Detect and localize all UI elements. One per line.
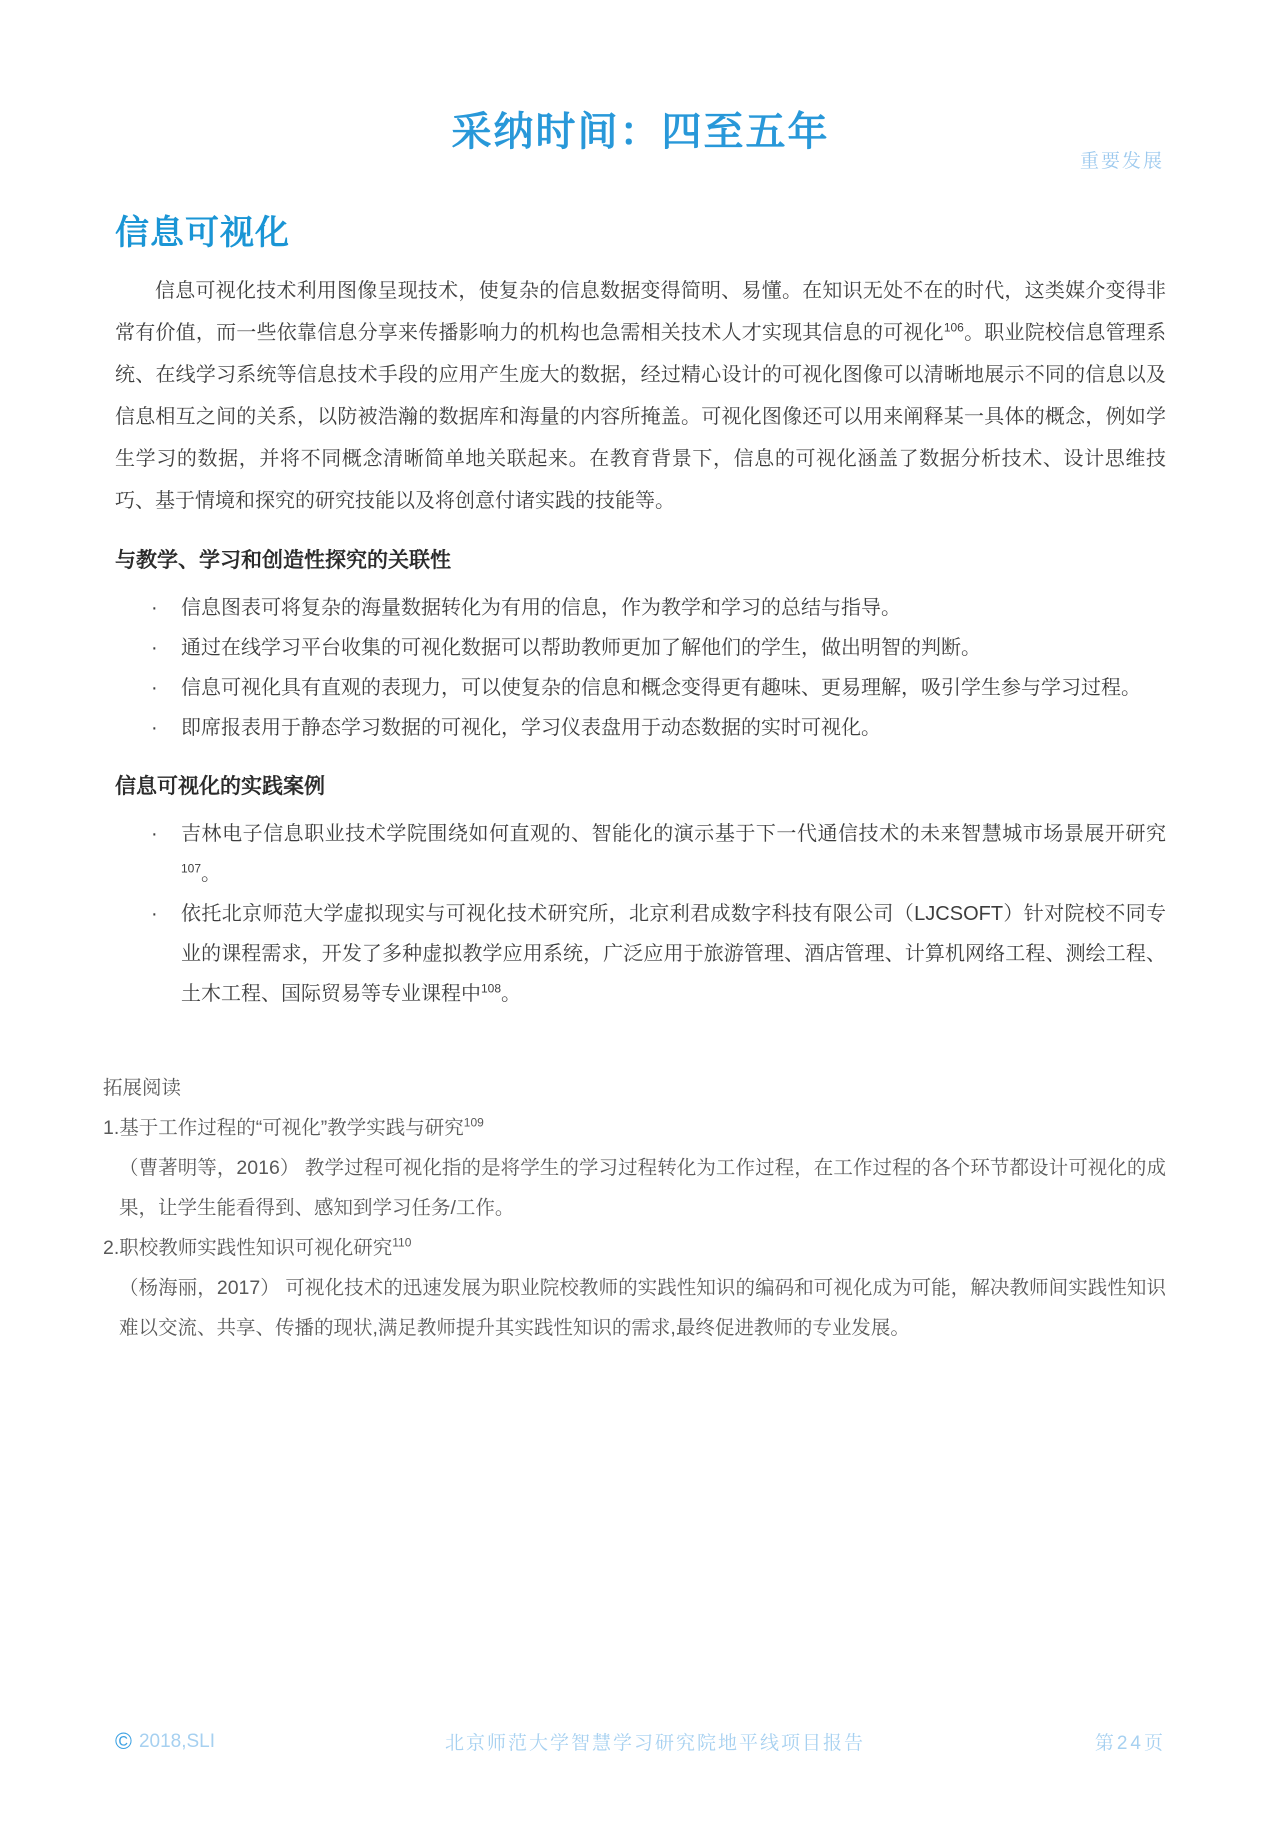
reading-title-text: 1.基于工作过程的“可视化”教学实践与研究: [103, 1116, 464, 1139]
list-item: [115, 894, 1166, 1014]
intro-paragraph: [115, 270, 1166, 522]
footnote-ref-109: 109: [463, 1115, 484, 1130]
further-reading-section: [103, 1068, 1166, 1348]
footer-report-title: 北京师范大学智慧学习研究院地平线项目报告: [444, 1733, 865, 1754]
further-reading-heading: 拓展阅读: [103, 1076, 182, 1099]
bullet-text: 信息可视化具有直观的表现力，可以使复杂的信息和概念变得更有趣味、更易理解，吸引学生参与学习过程。: [181, 676, 1141, 699]
reading-item-body: （杨海丽，2017） 可视化技术的迅速发展为职业院校教师的实践性知识的编码和可视化成为可能，解决教师间实践性知识难以交流、共享、传播的现状,满足教师提升其实践性知识的需求,最终促进教师的专业发展。: [119, 1276, 1166, 1339]
reading-item-title: [103, 1228, 1166, 1268]
bullet-text-post: 。: [201, 862, 222, 885]
footnote-ref-110: 110: [392, 1235, 412, 1250]
copyright-text: 2018,SLI: [138, 1730, 216, 1752]
bullet-marker: ·: [151, 716, 158, 739]
reading-title-text: 2.职校教师实践性知识可视化研究: [103, 1236, 393, 1259]
practice-bullet-list: [115, 814, 1166, 1014]
bullet-marker: ·: [151, 676, 158, 699]
relevance-bullet-list: [115, 588, 1166, 748]
footnote-ref-107: 107: [181, 860, 202, 875]
section-heading: 信息可视化: [115, 214, 290, 252]
bullet-marker: ·: [151, 902, 158, 925]
intro-text-pre: 信息可视化技术利用图像呈现技术，使复杂的信息数据变得简明、易懂。在知识无处不在的时代，这类媒介变得非常有价值，而一些依靠信息分享来传播影响力的机构也急需相关技术人才实现其信息的可视化: [115, 279, 1166, 344]
intro-text-post: 。职业院校信息管理系统、在线学习系统等信息技术手段的应用产生庞大的数据，经过精心设计的可视化图像可以清晰地展示不同的信息以及信息相互之间的关系，以防被浩瀚的数据库和海量的内容所掩盖。可视化图像还可以用来阐释某一具体的概念，例如学生学习的数据，并将不同概念清晰简单地关联起来。在教育背景下，信息的可视化涵盖了数据分析技术、设计思维技巧、基于情境和探究的研究技能以及将创意付诸实践的技能等。: [115, 321, 1167, 512]
relevance-heading: 与教学、学习和创造性探究的关联性: [115, 548, 451, 572]
report-page: [0, 108, 1276, 1826]
corner-label: 重要发展: [1079, 151, 1164, 172]
reading-item: [103, 1228, 1166, 1348]
bullet-text: 信息图表可将复杂的海量数据转化为有用的信息，作为教学和学习的总结与指导。: [181, 596, 901, 619]
bullet-marker: ·: [151, 822, 158, 845]
reading-item-title: [103, 1108, 1166, 1148]
copyright-icon: ©: [115, 1728, 132, 1754]
footer-page-number: 第24页: [1094, 1733, 1166, 1754]
reading-item-body: （曹著明等，2016） 教学过程可视化指的是将学生的学习过程转化为工作过程，在工作过程的各个环节都设计可视化的成果，让学生能看得到、感知到学习任务/工作。: [119, 1156, 1166, 1219]
bullet-marker: ·: [151, 636, 158, 659]
footer-copyright: [115, 1730, 215, 1753]
page-footer: [115, 1728, 1166, 1755]
list-item: [115, 668, 1166, 708]
bullet-text: 即席报表用于静态学习数据的可视化，学习仪表盘用于动态数据的实时可视化。: [181, 716, 881, 739]
practice-heading: 信息可视化的实践案例: [115, 774, 325, 798]
list-item: [115, 588, 1166, 628]
list-item: [115, 628, 1166, 668]
bullet-marker: ·: [151, 596, 158, 619]
bullet-text: 通过在线学习平台收集的可视化数据可以帮助教师更加了解他们的学生，做出明智的判断。: [181, 636, 981, 659]
footnote-ref-106: 106: [943, 319, 964, 334]
bullet-text: 依托北京师范大学虚拟现实与可视化技术研究所，北京利君成数字科技有限公司（LJCSOFT）针对院校不同专业的课程需求，开发了多种虚拟教学应用系统，广泛应用于旅游管理、酒店管理、计算机网络工程、测绘工程、土木工程、国际贸易等专业课程中: [181, 902, 1166, 1005]
list-item: [115, 814, 1166, 894]
page-content: [0, 108, 1276, 1348]
list-item: [115, 708, 1166, 748]
footnote-ref-108: 108: [481, 980, 502, 995]
bullet-text: 吉林电子信息职业技术学院围绕如何直观的、智能化的演示基于下一代通信技术的未来智慧城市场景展开研究: [181, 822, 1166, 845]
bullet-text-post: 。: [501, 982, 522, 1005]
reading-item: [103, 1108, 1166, 1228]
page-title: 采纳时间：四至五年: [451, 110, 830, 154]
